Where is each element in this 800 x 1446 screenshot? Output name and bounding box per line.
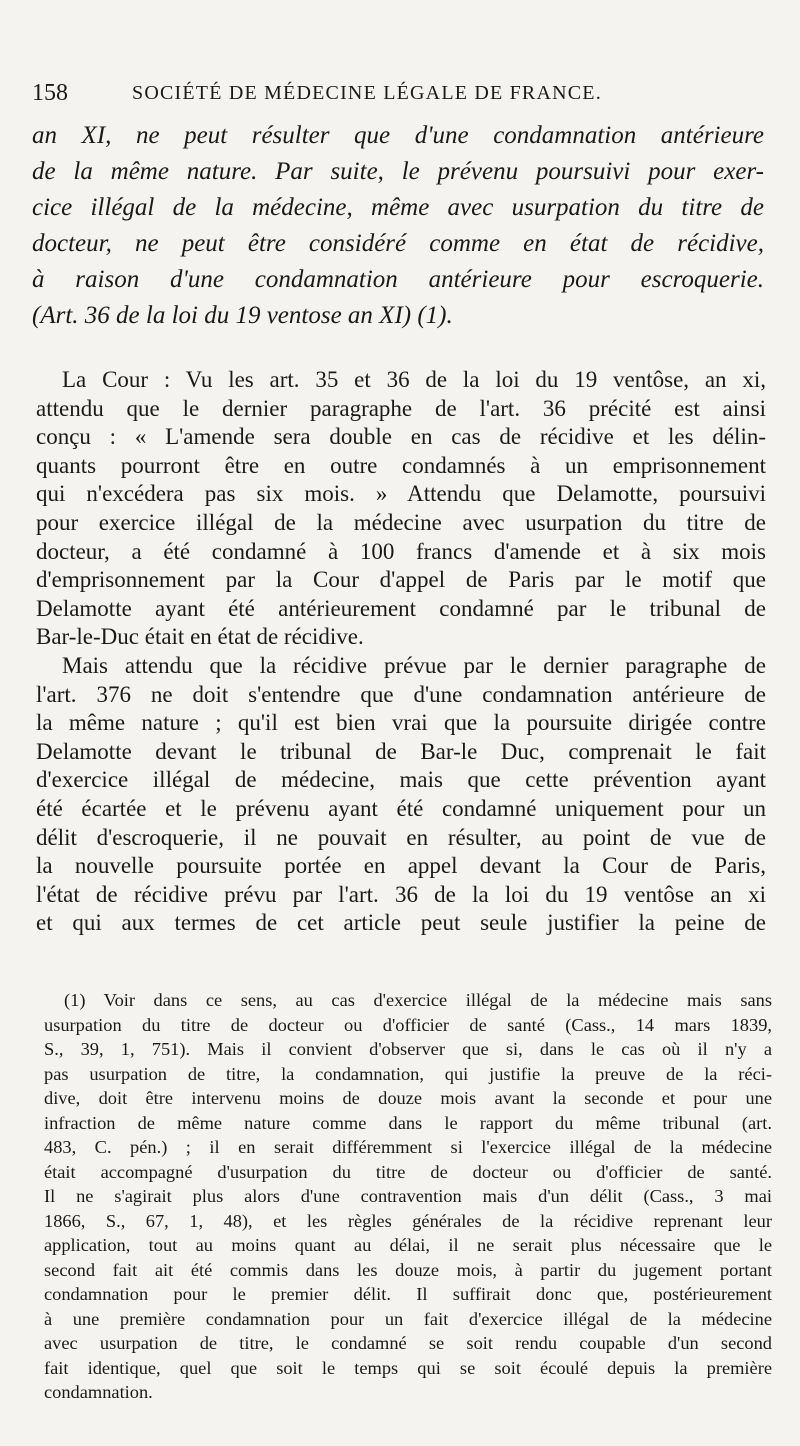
summary-line: à raison d'une condamnation antérieure pour escroquerie. <box>32 266 764 293</box>
body-line: la nouvelle poursuite portée en appel devant la Cour de Paris, <box>36 853 766 879</box>
footnote-line: (1) Voir dans ce sens, au cas d'exercice illégal de la médecine mais sans <box>64 990 772 1010</box>
footnote-line: à une première condamnation pour un fait d'exercice illégal de la médecine <box>44 1308 772 1329</box>
footnote-line: avec usurpation de titre, le condamné se soit rendu coupable d'un second <box>44 1333 772 1353</box>
judgment-text <box>36 366 766 938</box>
footnote-line: usurpation du titre de docteur ou d'officier de santé (Cass., 14 mars 1839, <box>44 1014 772 1035</box>
running-head: SOCIÉTÉ DE MÉDECINE LÉGALE DE FRANCE. <box>132 82 602 104</box>
page-number: 158 <box>32 80 68 106</box>
summary-line: cice illégal de la médecine, même avec usurpation du titre de <box>32 194 764 221</box>
footnote-line: pas usurpation de titre, la condamnation, qui justifie la preuve de la réci- <box>44 1063 772 1084</box>
body-line: été écartée et le prévenu ayant été condamné uniquement pour un <box>36 795 766 821</box>
body-line: d'exercice illégal de médecine, mais que cette prévention ayant <box>36 767 766 793</box>
body-line: Bar-le-Duc était en état de récidive. <box>36 624 364 650</box>
body-line: l'état de récidive prévu par l'art. 36 de la loi du 19 ventôse an xi <box>36 881 766 907</box>
footnote-line: 483, C. pén.) ; il en serait différemment si l'exercice illégal de la médecine <box>44 1137 772 1157</box>
footnote-line: condamnation. <box>44 1382 153 1402</box>
body-line: attendu que le dernier paragraphe de l'art. 36 précité est ainsi <box>36 395 766 421</box>
body-line: Mais attendu que la récidive prévue par le dernier paragraphe de <box>62 652 766 678</box>
footnote-line: 1866, S., 67, 1, 48), et les règles générales de la récidive reprenant leur <box>44 1210 772 1231</box>
footnote-line: second fait ait été commis dans les douze mois, à partir du jugement portant <box>44 1259 772 1280</box>
footnote-line: fait identique, quel que soit le temps qui se soit écoulé depuis la première <box>44 1357 772 1378</box>
body-line: pour exercice illégal de la médecine avec usurpation du titre de <box>36 509 766 535</box>
body-line: et qui aux termes de cet article peut seule justifier la peine de <box>36 910 766 936</box>
body-line: l'art. 376 ne doit s'entendre que d'une condamnation antérieure de <box>36 681 766 707</box>
body-line: docteur, a été condamné à 100 francs d'amende et à six mois <box>36 538 766 564</box>
body-line: d'emprisonnement par la Cour d'appel de Paris par le motif que <box>36 567 766 593</box>
summary-line: docteur, ne peut être considéré comme en état de récidive, <box>32 230 764 257</box>
body-line: conçu : « L'amende sera double en cas de récidive et les délin- <box>36 424 766 450</box>
footnote-line: infraction de même nature comme dans le rapport du même tribunal (art. <box>44 1112 772 1133</box>
body-line: la même nature ; qu'il est bien vrai que la poursuite dirigée contre <box>36 710 766 736</box>
body-line: qui n'excédera pas six mois. » Attendu que Delamotte, poursuivi <box>36 481 766 507</box>
footnote-line: application, tout au moins quant au délai, il ne serait plus nécessaire que le <box>44 1235 772 1255</box>
footnote-line: S., 39, 1, 751). Mais il convient d'observer que si, dans le cas où il n'y a <box>44 1039 772 1059</box>
summary-line: (Art. 36 de la loi du 19 ventose an XI) (1). <box>32 302 453 329</box>
footnote-line: Il ne s'agirait plus alors d'une contravention mais d'un délit (Cass., 3 mai <box>44 1186 772 1206</box>
footnote-line: dive, doit être intervenu moins de douze mois avant la seconde et pour une <box>44 1088 772 1108</box>
footnote-line: condamnation pour le premier délit. Il suffirait donc que, postérieurement <box>44 1284 772 1304</box>
footnote-line: était accompagné d'usurpation du titre de docteur ou d'officier de santé. <box>44 1161 772 1182</box>
body-line: La Cour : Vu les art. 35 et 36 de la loi du 19 ventôse, an xi, <box>62 367 766 392</box>
decision-summary <box>32 118 764 334</box>
summary-line: an XI, ne peut résulter que d'une condamnation antérieure <box>32 122 764 149</box>
footnote <box>44 988 772 1405</box>
body-line: Delamotte ayant été antérieurement condamné par le tribunal de <box>36 595 766 621</box>
body-line: délit d'escroquerie, il ne pouvait en résulter, au point de vue de <box>36 824 766 850</box>
summary-line: de la même nature. Par suite, le prévenu poursuivi pour exer- <box>32 158 764 185</box>
body-line: quants pourront être en outre condamnés à un emprisonnement <box>36 452 766 478</box>
page-header <box>32 80 772 112</box>
body-line: Delamotte devant le tribunal de Bar-le Duc, comprenait le fait <box>36 738 766 764</box>
